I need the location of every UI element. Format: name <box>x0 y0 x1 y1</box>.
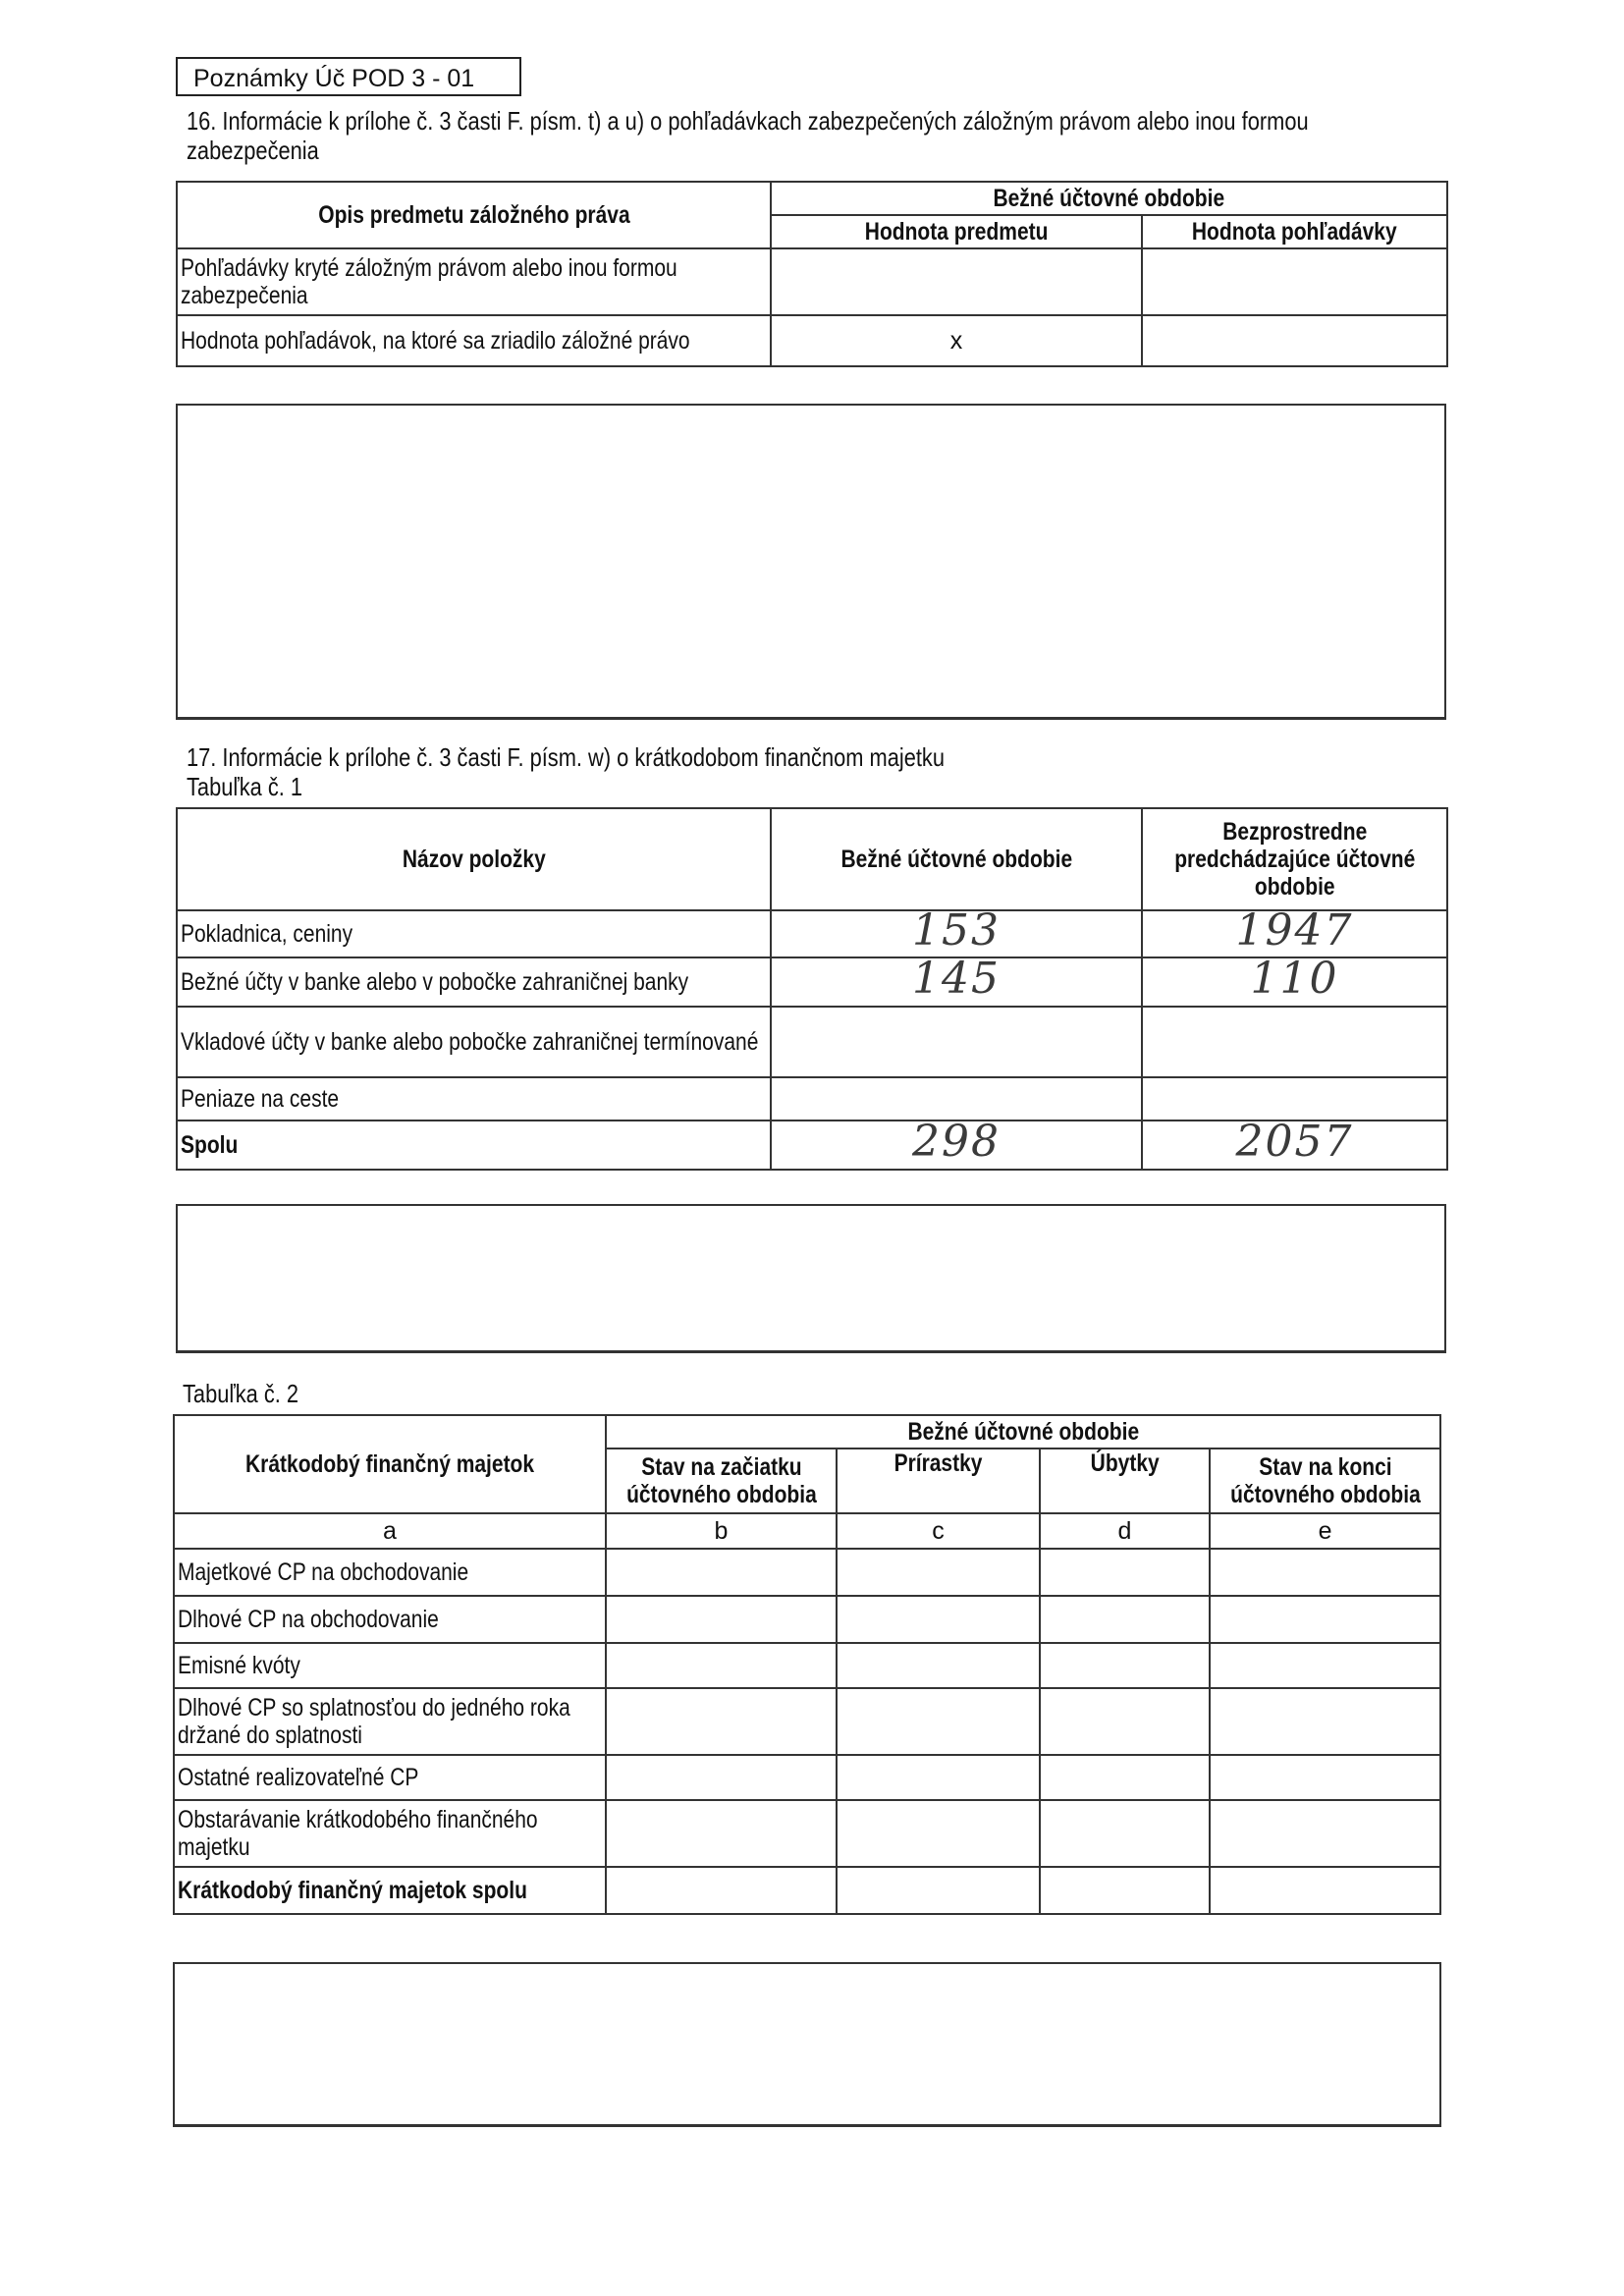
table-1-caption: Tabuľka č. 1 <box>187 772 303 801</box>
note-box-17-table-1[interactable] <box>176 1204 1446 1353</box>
col-header-name: Krátkodobý finančný majetok <box>174 1415 606 1513</box>
table-row <box>177 910 1447 957</box>
additions-cell[interactable] <box>837 1549 1040 1596</box>
row-label: Krátkodobý finančný majetok spolu <box>174 1867 606 1914</box>
row-label: Hodnota pohľadávok, na ktoré sa zriadilo záložné právo <box>177 315 771 366</box>
col-header-value-receivable: Hodnota pohľadávky <box>1142 215 1447 248</box>
end-cell[interactable] <box>1210 1867 1440 1914</box>
previous-value-cell[interactable] <box>1142 910 1447 957</box>
current-total-cell[interactable] <box>771 1121 1142 1170</box>
disposals-cell[interactable] <box>1040 1867 1210 1914</box>
table-row-total <box>174 1867 1440 1914</box>
table-row <box>174 1800 1440 1867</box>
row-label: Dlhové CP na obchodovanie <box>174 1596 606 1643</box>
previous-value-cell[interactable] <box>1142 957 1447 1007</box>
row-label: Obstarávanie krátkodobého finančného majetku <box>174 1800 606 1867</box>
row-label: Emisné kvóty <box>174 1643 606 1688</box>
start-cell[interactable] <box>606 1867 837 1914</box>
start-cell[interactable] <box>606 1549 837 1596</box>
handwritten-value: 298 <box>912 1121 1001 1167</box>
end-cell[interactable] <box>1210 1596 1440 1643</box>
handwritten-value: 153 <box>912 910 1001 956</box>
start-cell[interactable] <box>606 1800 837 1867</box>
value-receivable-cell[interactable] <box>1142 315 1447 366</box>
col-header-value-subject: Hodnota predmetu <box>771 215 1142 248</box>
previous-value-cell[interactable] <box>1142 1007 1447 1077</box>
table-row <box>177 1077 1447 1121</box>
table-row <box>174 1643 1440 1688</box>
previous-total-cell[interactable] <box>1142 1121 1447 1170</box>
additions-cell[interactable] <box>837 1800 1040 1867</box>
current-value-cell[interactable] <box>771 957 1142 1007</box>
short-term-assets-table-2 <box>173 1414 1441 1915</box>
row-label: Pokladnica, ceniny <box>177 910 771 957</box>
section-17-title: 17. Informácie k prílohe č. 3 časti F. písm. w) o krátkodobom finančnom majetku <box>187 742 946 772</box>
end-cell[interactable] <box>1210 1800 1440 1867</box>
col-header-desc: Opis predmetu záložného práva <box>177 182 771 248</box>
form-id: Poznámky Úč POD 3 - 01 <box>193 65 475 92</box>
pledge-table <box>176 181 1448 367</box>
table-row <box>177 315 1447 366</box>
start-cell[interactable] <box>606 1688 837 1755</box>
col-header-additions: Prírastky <box>837 1449 1040 1513</box>
current-value-cell[interactable] <box>771 1007 1142 1077</box>
end-cell[interactable] <box>1210 1643 1440 1688</box>
handwritten-value: 110 <box>1250 957 1339 1004</box>
start-cell[interactable] <box>606 1643 837 1688</box>
col-header-current: Bežné účtovné obdobie <box>771 808 1142 910</box>
handwritten-value: 2057 <box>1235 1121 1354 1167</box>
form-id-box <box>176 57 521 96</box>
col-header-previous: Bezprostredne predchádzajúce účtovné obdobie <box>1142 808 1447 910</box>
row-label: Majetkové CP na obchodovanie <box>174 1549 606 1596</box>
column-letters-row <box>174 1513 1440 1549</box>
col-header-start: Stav na začiatku účtovného obdobia <box>606 1449 837 1513</box>
col-header-name: Názov položky <box>177 808 771 910</box>
section-16-title-cont: zabezpečenia <box>187 136 319 165</box>
previous-value-cell[interactable] <box>1142 1077 1447 1121</box>
end-cell[interactable] <box>1210 1688 1440 1755</box>
column-letter: d <box>1040 1513 1210 1549</box>
row-label: Vkladové účty v banke alebo pobočke zahraničnej termínované <box>177 1007 771 1077</box>
disposals-cell[interactable] <box>1040 1755 1210 1800</box>
column-letter: b <box>606 1513 837 1549</box>
table-2-caption: Tabuľka č. 2 <box>183 1379 299 1408</box>
row-label: Dlhové CP so splatnosťou do jedného roka držané do splatnosti <box>174 1688 606 1755</box>
row-label: Pohľadávky kryté záložným právom alebo inou formou zabezpečenia <box>177 248 771 315</box>
table-row <box>177 1007 1447 1077</box>
value-receivable-cell[interactable] <box>1142 248 1447 315</box>
table-row <box>177 957 1447 1007</box>
additions-cell[interactable] <box>837 1867 1040 1914</box>
additions-cell[interactable] <box>837 1688 1040 1755</box>
handwritten-value: 1947 <box>1235 910 1354 956</box>
note-box-16[interactable] <box>176 404 1446 720</box>
disposals-cell[interactable] <box>1040 1549 1210 1596</box>
section-17-heading <box>187 742 1463 772</box>
column-letter: c <box>837 1513 1040 1549</box>
additions-cell[interactable] <box>837 1755 1040 1800</box>
start-cell[interactable] <box>606 1755 837 1800</box>
row-label: Ostatné realizovateľné CP <box>174 1755 606 1800</box>
column-letter: a <box>174 1513 606 1549</box>
table-row <box>177 248 1447 315</box>
disposals-cell[interactable] <box>1040 1800 1210 1867</box>
table-row <box>174 1755 1440 1800</box>
section-16-title: 16. Informácie k prílohe č. 3 časti F. písm. t) a u) o pohľadávkach zabezpečených záložným právom alebo inou formou <box>187 106 1309 136</box>
table-row <box>174 1549 1440 1596</box>
row-label: Bežné účty v banke alebo v pobočke zahraničnej banky <box>177 957 771 1007</box>
short-term-assets-table-1 <box>176 807 1448 1171</box>
current-value-cell[interactable] <box>771 910 1142 957</box>
additions-cell[interactable] <box>837 1643 1040 1688</box>
column-letter: e <box>1210 1513 1440 1549</box>
additions-cell[interactable] <box>837 1596 1040 1643</box>
note-box-17-table-2[interactable] <box>173 1962 1441 2127</box>
table-row <box>174 1688 1440 1755</box>
disposals-cell[interactable] <box>1040 1643 1210 1688</box>
col-header-end: Stav na konci účtovného obdobia <box>1210 1449 1440 1513</box>
start-cell[interactable] <box>606 1596 837 1643</box>
col-header-disposals: Úbytky <box>1040 1449 1210 1513</box>
handwritten-value: 145 <box>912 957 1001 1004</box>
end-cell[interactable] <box>1210 1549 1440 1596</box>
row-label: Peniaze na ceste <box>177 1077 771 1121</box>
value-subject-cell[interactable]: x <box>771 315 1142 366</box>
table-row <box>174 1596 1440 1643</box>
section-16-heading <box>187 106 1502 165</box>
col-header-period: Bežné účtovné obdobie <box>771 182 1447 215</box>
end-cell[interactable] <box>1210 1755 1440 1800</box>
table-row-total <box>177 1121 1447 1170</box>
col-header-period: Bežné účtovné obdobie <box>606 1415 1440 1449</box>
value-subject-cell[interactable] <box>771 248 1142 315</box>
disposals-cell[interactable] <box>1040 1688 1210 1755</box>
disposals-cell[interactable] <box>1040 1596 1210 1643</box>
row-label: Spolu <box>177 1121 771 1170</box>
current-value-cell[interactable] <box>771 1077 1142 1121</box>
